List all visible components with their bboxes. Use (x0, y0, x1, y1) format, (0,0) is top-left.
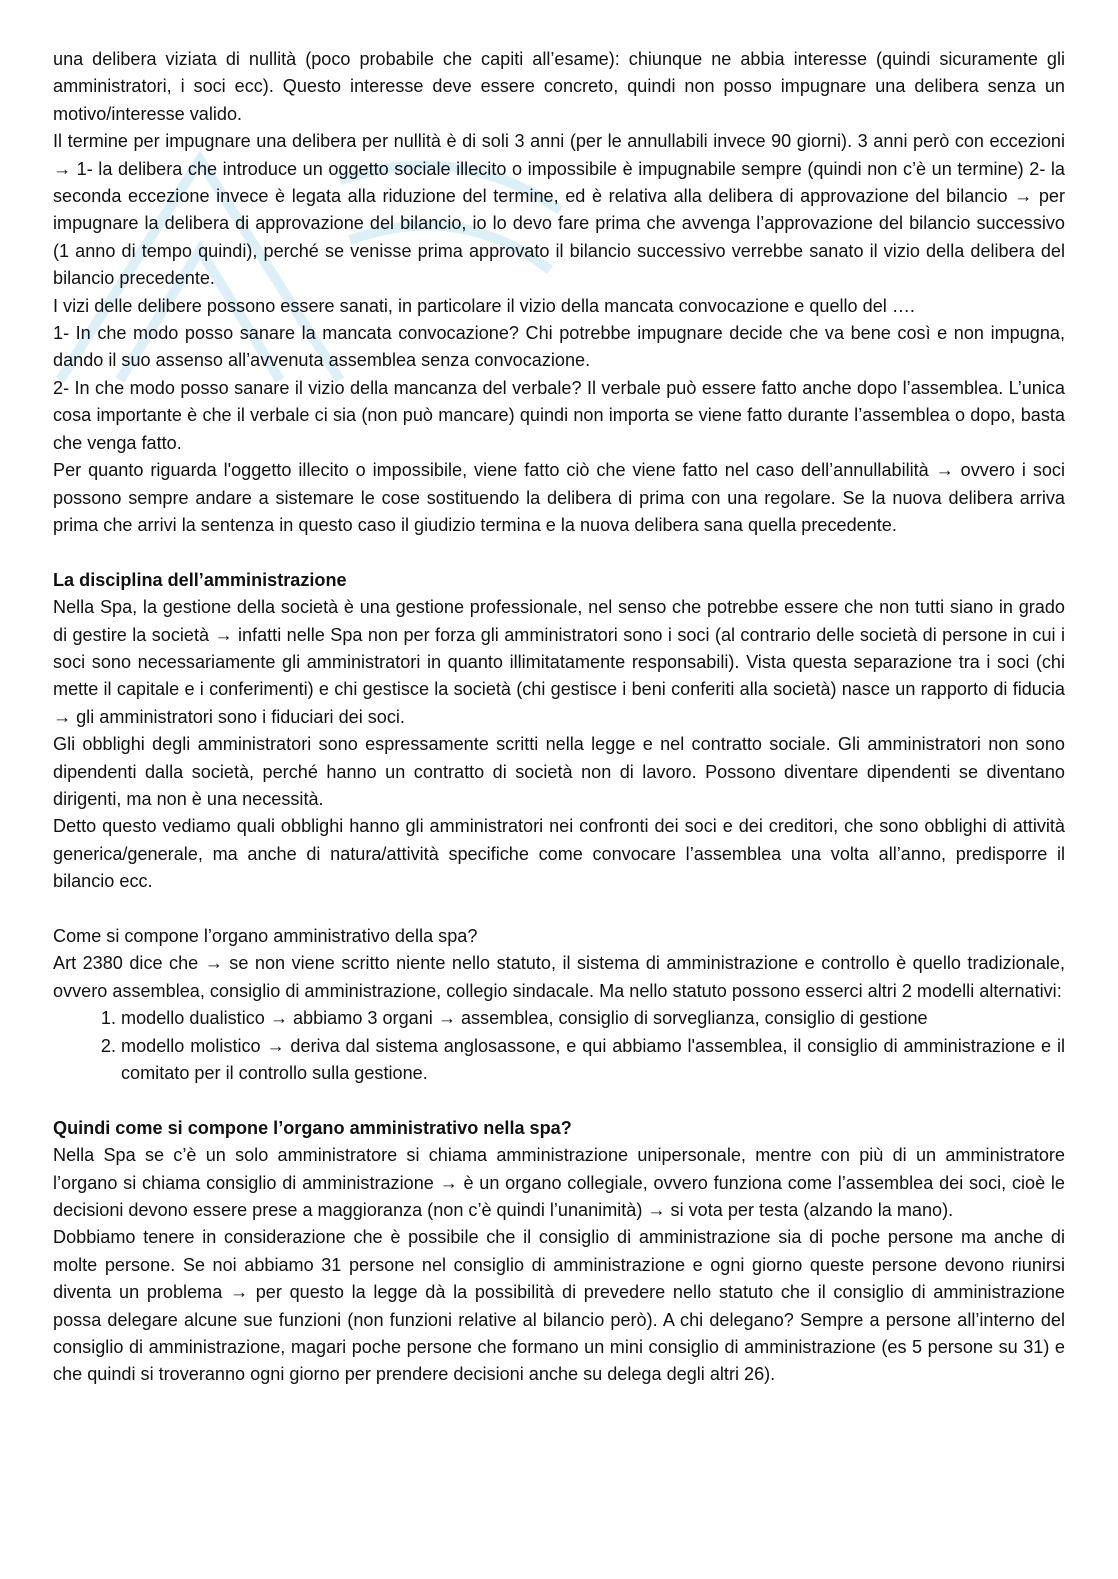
paragraph: Art 2380 dice che → se non viene scritto niente nello statuto, il sistema di amministrazione e controllo è quello tradizionale, ovvero assemblea, consiglio di amministrazione, collegio sindacale. Ma nello statuto possono esserci altri 2 modelli alternativi: (53, 953, 1065, 1001)
document-page (53, 46, 1065, 1389)
list-item: 2. modello molistico → deriva dal sistema anglosassone, e qui abbiamo l'assemblea, il consiglio di amministrazione e il comitato per il controllo sulla gestione. (121, 1033, 1065, 1088)
paragraph: Il termine per impugnare una delibera per nullità è di soli 3 anni (per le annullabili invece 90 giorni). 3 anni però con eccezioni → 1- la delibera che introduce un oggetto sociale illecito o impossibile è impugnabile sempre (quindi non c’è un termine) 2- la seconda eccezione invece è legata alla riduzione del termine, ed è relativa alla delibera di approvazione del bilancio → per impugnare la delibera di approvazione del bilancio, io lo devo fare prima che avvenga l’approvazione del bilancio successivo (1 anno di tempo quindi), perché se venisse prima approvato il bilancio successivo verrebbe sanato il vizio della delibera del bilancio precedente. (53, 131, 1065, 289)
section-heading: Quindi come si compone l’organo amministrativo nella spa? (53, 1117, 572, 1138)
paragraph: 2- In che modo posso sanare il vizio della mancanza del verbale? Il verbale può essere fatto anche dopo l’assemblea. L’unica cosa importante è che il verbale ci sia (non può mancare) quindi non importa se viene fatto durante l’assemblea o dopo, basta che venga fatto. (53, 377, 1065, 453)
section-heading: La disciplina dell’amministrazione (53, 569, 347, 590)
paragraph: una delibera viziata di nullità (poco probabile che capiti all’esame): chiunque ne abbia interesse (quindi sicuramente gli amministratori, i soci ecc). Questo interesse deve essere concreto, quindi non posso impugnare una delibera senza un motivo/interesse valido. (53, 49, 1065, 124)
paragraph: I vizi delle delibere possono essere sanati, in particolare il vizio della mancata convocazione e quello del …. (53, 295, 915, 316)
spacer (53, 896, 1065, 923)
paragraph: Per quanto riguarda l'oggetto illecito o impossibile, viene fatto ciò che viene fatto nel caso dell’annullabilità → ovvero i soci possono sempre andare a sistemare le cose sostituendo la delibera di prima con una regolare. Se la nuova delibera arriva prima che arrivi la sentenza in questo caso il giudizio termina e la nuova delibera sana quella precedente. (53, 460, 1065, 535)
spacer (53, 1087, 1065, 1114)
paragraph: Dobbiamo tenere in considerazione che è possibile che il consiglio di amministrazione sia di poche persone ma anche di molte persone. Se noi abbiamo 31 persone nel consiglio di amministrazione e ogni giorno queste persone devono riunirsi diventa un problema → per questo la legge dà la possibilità di prevedere nello statuto che il consiglio di amministrazione possa delegare alcune sue funzioni (non funzioni relative al bilancio però). A chi delegano? Sempre a persone all’interno del consiglio di amministrazione, magari poche persone che formano un mini consiglio di amministrazione (es 5 persone su 31) e che quindi si troveranno ogni giorno per prendere decisioni anche su delega degli altri 26). (53, 1227, 1065, 1385)
paragraph: Gli obblighi degli amministratori sono espressamente scritti nella legge e nel contratto sociale. Gli amministratori non sono dipendenti dalla società, perché hanno un contratto di società non di lavoro. Possono diventare dipendenti se diventano dirigenti, ma non è una necessità. (53, 734, 1065, 809)
question-line: Come si compone l’organo amministrativo della spa? (53, 925, 478, 946)
list-item: 1. modello dualistico → abbiamo 3 organi → assemblea, consiglio di sorveglianza, consiglio di gestione (121, 1005, 1065, 1032)
paragraph: Detto questo vediamo quali obblighi hanno gli amministratori nei confronti dei soci e dei creditori, che sono obblighi di attività generica/generale, ma anche di natura/attività specifiche come convocare l’assemblea una volta all’anno, predisporre il bilancio ecc. (53, 816, 1065, 892)
models-list (53, 1005, 1065, 1087)
spacer (53, 539, 1065, 566)
paragraph: Nella Spa se c’è un solo amministratore si chiama amministrazione unipersonale, mentre con più di un amministratore l’organo si chiama consiglio di amministrazione → è un organo collegiale, ovvero funziona come l’assemblea dei soci, cioè le decisioni devono essere prese a maggioranza (non c’è quindi l’unanimità) → si vota per testa (alzando la mano). (53, 1145, 1065, 1221)
paragraph: Nella Spa, la gestione della società è una gestione professionale, nel senso che potrebbe essere che non tutti siano in grado di gestire la società → infatti nelle Spa non per forza gli amministratori sono i soci (al contrario delle società di persone in cui i soci sono necessariamente gli amministratori in quanto illimitatamente responsabili). Vista questa separazione tra i soci (chi mette il capitale e i conferimenti) e chi gestisce la società (chi gestisce i beni conferiti alla società) nasce un rapporto di fiducia → gli amministratori sono i fiduciari dei soci. (53, 597, 1065, 727)
paragraph: 1- In che modo posso sanare la mancata convocazione? Chi potrebbe impugnare decide che va bene così e non impugna, dando il suo assenso all’avvenuta assemblea senza convocazione. (53, 323, 1065, 371)
